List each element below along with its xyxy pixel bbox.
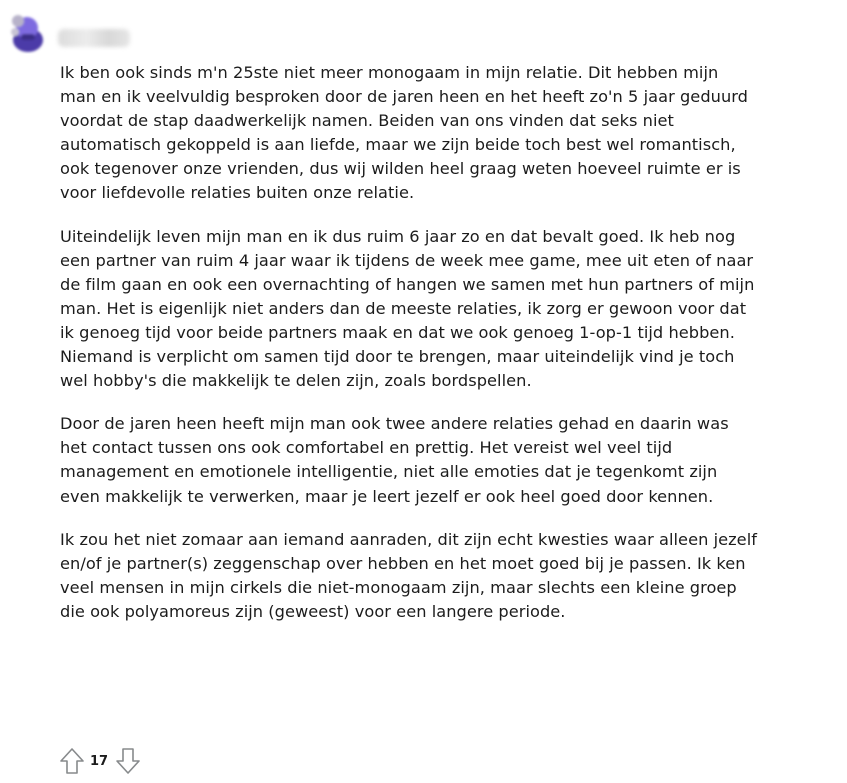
text-line: wel hobby's die makkelijk te delen zijn, zoals bordspellen. bbox=[60, 371, 532, 391]
text-line: automatisch gekoppeld is aan liefde, maar we zijn beide toch best wel romantisch, bbox=[60, 135, 736, 155]
text-line: het contact tussen ons ook comfortabel en prettig. Het vereist wel veel tijd bbox=[60, 438, 673, 458]
text-line: veel mensen in mijn cirkels die niet-monogaam zijn, maar slechts een kleine groep bbox=[60, 577, 737, 597]
text-line: voordat de stap daadwerkelijk namen. Beiden van ons vinden dat seks niet bbox=[60, 111, 674, 131]
text-line: man. Het is eigenlijk niet anders dan de meeste relaties, ik zorg er gewoon voor dat bbox=[60, 298, 747, 318]
downvote-button[interactable] bbox=[114, 745, 142, 777]
text-line: man en ik veelvuldig besproken door de jaren heen en het heeft zo'n 5 jaar geduurd bbox=[60, 87, 749, 107]
arrow-up-outline-icon bbox=[59, 747, 85, 775]
username[interactable] bbox=[58, 29, 130, 47]
text-line: even makkelijk te verwerken, maar je leert jezelf er ook heel goed door kennen. bbox=[60, 486, 714, 506]
text-line: Uiteindelijk leven mijn man en ik dus ruim 6 jaar zo en dat bevalt goed. Ik heb nog bbox=[60, 226, 736, 246]
text-line: de film gaan en ook een overnachting of hangen we samen met hun partners of mijn bbox=[60, 274, 755, 294]
text-line: ik genoeg tijd voor beide partners maak en dat we ook genoeg 1-op-1 tijd hebben. bbox=[60, 322, 735, 342]
upvote-button[interactable] bbox=[58, 745, 86, 777]
text-line: ook tegenover onze vrienden, dus wij wilden heel graag weten hoeveel ruimte er is bbox=[60, 159, 741, 179]
text-line: voor liefdevolle relaties buiten onze relatie. bbox=[60, 183, 415, 203]
text-line: Ik zou het niet zomaar aan iemand aanraden, dit zijn echt kwesties waar alleen jezelf bbox=[60, 529, 757, 549]
avatar[interactable] bbox=[6, 10, 50, 54]
comment-paragraph bbox=[60, 412, 844, 508]
comment-paragraph bbox=[60, 528, 844, 624]
comment-paragraph bbox=[60, 225, 844, 394]
comment-paragraph bbox=[60, 61, 844, 206]
comment-body bbox=[60, 61, 844, 643]
text-line: Niemand is verplicht om samen tijd door te brengen, maar uiteindelijk vind je toch bbox=[60, 347, 735, 367]
vote-score: 17 bbox=[90, 753, 109, 769]
arrow-down-outline-icon bbox=[115, 747, 141, 775]
text-line: en/of je partner(s) zeggenschap over hebben en het moet goed bij je passen. Ik ken bbox=[60, 553, 746, 573]
text-line: Ik ben ook sinds m'n 25ste niet meer monogaam in mijn relatie. Dit hebben mijn bbox=[60, 63, 719, 82]
text-line: management en emotionele intelligentie, niet alle emoties dat je tegenkomt zijn bbox=[60, 462, 718, 482]
vote-bar bbox=[58, 743, 142, 779]
text-line: die ook polyamoreus zijn (geweest) voor een langere periode. bbox=[60, 601, 566, 621]
text-line: een partner van ruim 4 jaar waar ik tijdens de week mee game, mee uit eten of naar bbox=[60, 250, 754, 270]
text-line: Door de jaren heen heeft mijn man ook twee andere relaties gehad en daarin was bbox=[60, 414, 729, 434]
